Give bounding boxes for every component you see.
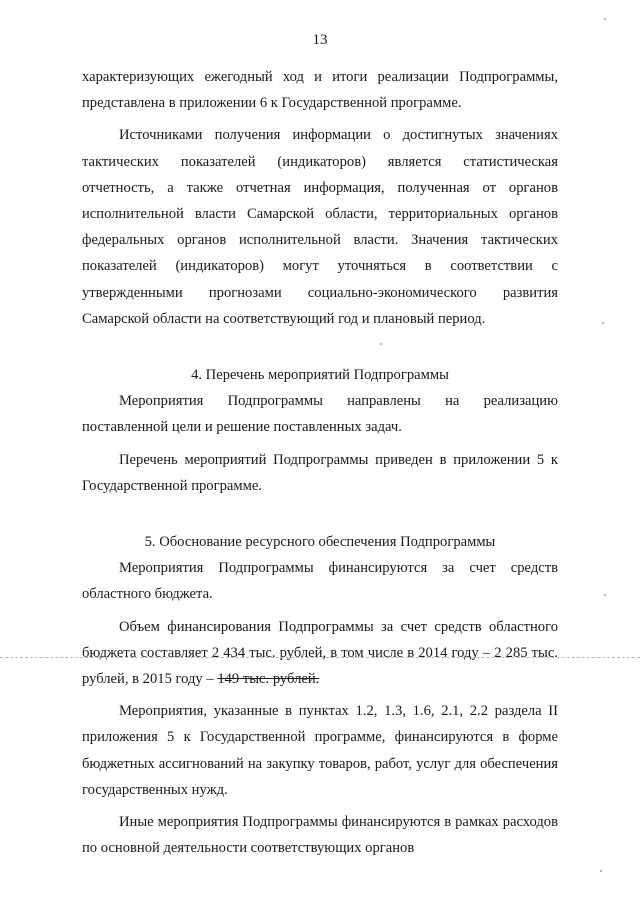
- section-5-paragraph-2: [82, 614, 558, 693]
- section-5-paragraph-1: Мероприятия Подпрограммы финансируются за счет средств областного бюджета.: [82, 560, 558, 603]
- section-4-heading: 4. Перечень мероприятий Подпрограммы: [191, 367, 449, 384]
- page-number: 13: [312, 32, 328, 48]
- section-4-paragraph-1: Мероприятия Подпрограммы направлены на реализацию поставленной цели и решение поставленных задач.: [82, 393, 558, 436]
- section-4-paragraph-2: Перечень мероприятий Подпрограммы приведен в приложении 5 к Государственной программе.: [82, 451, 558, 494]
- scan-speck: [380, 343, 382, 345]
- section-spacer: [82, 332, 558, 362]
- scan-speck: [604, 18, 606, 20]
- scan-speck: [604, 594, 606, 596]
- paragraph-information-sources: Источниками получения информации о достигнутых значениях тактических показателей (индикаторов) является статистическая отчетность, а также отчетная информация, полученная от органов исполнительной власти Самарской области, территориальных органов федеральных органов исполнительной власти. Значения тактических показателей (индикаторов) могут уточняться в соответствии с утвержденными прогнозами социально-экономического развития Самарской области на соответствующий год и плановый период.: [82, 127, 558, 327]
- section-5-paragraph-4: Иные мероприятия Подпрограммы финансируются в рамках расходов по основной деятельности соответствующих органов: [82, 814, 558, 857]
- scan-speck: [600, 870, 602, 872]
- funding-text: Объем финансирования Подпрограммы за счет средств областного бюджета составляет 2 434 тыс. рублей, в том числе в 2014 году – 2 285 тыс. рублей, в 2015 году –: [82, 618, 558, 688]
- section-5-heading: 5. Обоснование ресурсного обеспечения Подпрограммы: [144, 534, 496, 551]
- document-body: [82, 64, 558, 861]
- scan-speck: [602, 322, 604, 324]
- section-5-paragraph-3: Мероприятия, указанные в пунктах 1.2, 1.3, 1.6, 2.1, 2.2 раздела II приложения 5 к Государственной программе, финансируются в форме бюджетных ассигнований на закупку товаров, работ, услуг для обеспечения государственных нужд.: [82, 703, 558, 798]
- paragraph-continuation: характеризующих ежегодный ход и итоги реализации Подпрограммы, представлена в приложении 6 к Государственной программе.: [82, 69, 558, 112]
- scan-artifact-line: [0, 657, 640, 658]
- struck-amount: 149 тыс. рублей.: [217, 671, 320, 688]
- section-spacer: [82, 499, 558, 529]
